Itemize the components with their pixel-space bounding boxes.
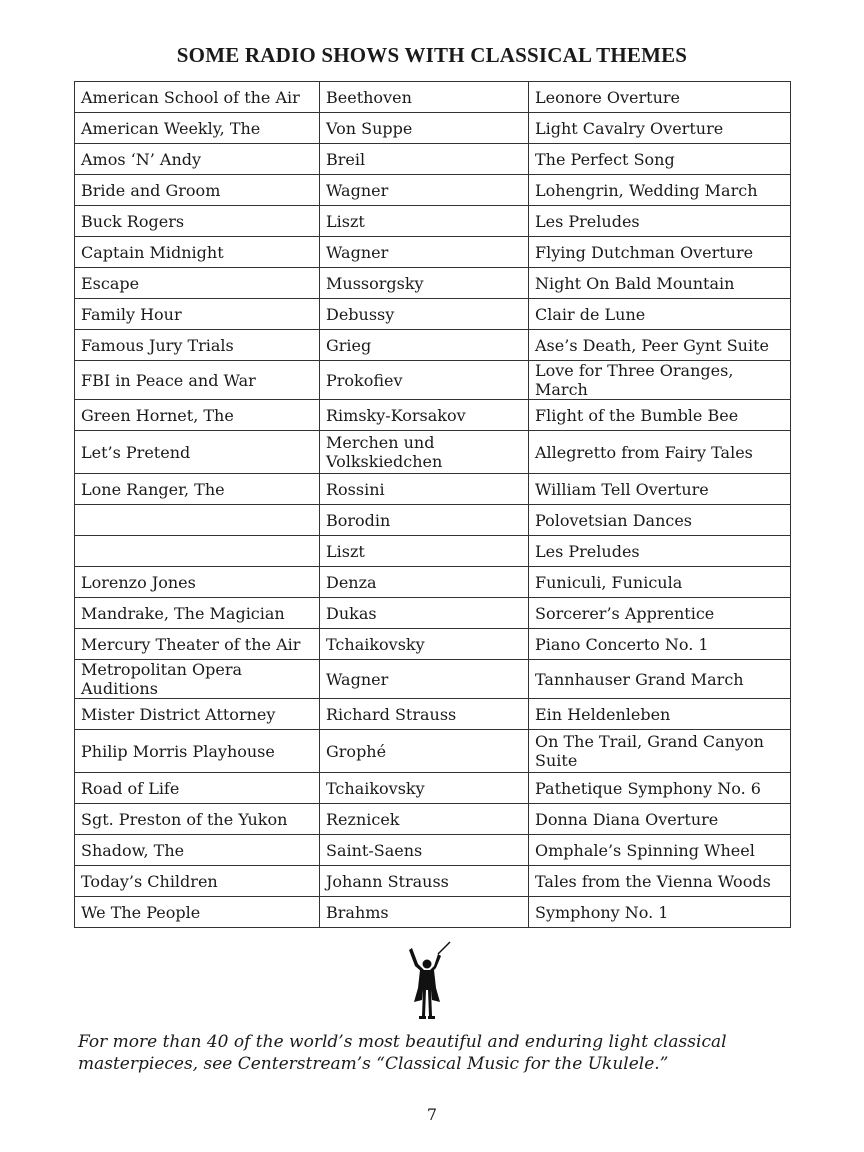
show-cell: Amos ‘N’ Andy	[75, 144, 320, 175]
theme-cell: The Perfect Song	[529, 144, 791, 175]
table-row	[75, 536, 791, 567]
theme-cell: Lohengrin, Wedding March	[529, 175, 791, 206]
theme-cell: Omphale’s Spinning Wheel	[529, 835, 791, 866]
show-cell: FBI in Peace and War	[75, 361, 320, 400]
table-row	[75, 835, 791, 866]
composer-cell: Johann Strauss	[320, 866, 529, 897]
table-row	[75, 629, 791, 660]
theme-cell: Funiculi, Funicula	[529, 567, 791, 598]
theme-cell: Sorcerer’s Apprentice	[529, 598, 791, 629]
theme-cell: Flight of the Bumble Bee	[529, 400, 791, 431]
show-cell: American Weekly, The	[75, 113, 320, 144]
show-cell: Buck Rogers	[75, 206, 320, 237]
show-cell: Philip Morris Playhouse	[75, 730, 320, 773]
theme-cell: Tales from the Vienna Woods	[529, 866, 791, 897]
theme-cell: Love for Three Oranges, March	[529, 361, 791, 400]
theme-cell: Night On Bald Mountain	[529, 268, 791, 299]
composer-cell: Dukas	[320, 598, 529, 629]
composer-cell: Merchen und Volkskiedchen	[320, 431, 529, 474]
show-cell	[75, 536, 320, 567]
composer-cell: Liszt	[320, 206, 529, 237]
composer-cell: Borodin	[320, 505, 529, 536]
composer-cell: Reznicek	[320, 804, 529, 835]
composer-cell: Tchaikovsky	[320, 773, 529, 804]
table-row	[75, 175, 791, 206]
table-row	[75, 598, 791, 629]
show-cell: Today’s Children	[75, 866, 320, 897]
table-row	[75, 82, 791, 113]
table-row	[75, 431, 791, 474]
theme-cell: Tannhauser Grand March	[529, 660, 791, 699]
composer-cell: Mussorgsky	[320, 268, 529, 299]
theme-cell: Pathetique Symphony No. 6	[529, 773, 791, 804]
table-row	[75, 505, 791, 536]
table-row	[75, 237, 791, 268]
show-cell: Sgt. Preston of the Yukon	[75, 804, 320, 835]
show-cell: Family Hour	[75, 299, 320, 330]
table-row	[75, 268, 791, 299]
table-row	[75, 144, 791, 175]
composer-cell: Richard Strauss	[320, 699, 529, 730]
show-cell: Green Hornet, The	[75, 400, 320, 431]
table-row	[75, 330, 791, 361]
show-cell: Captain Midnight	[75, 237, 320, 268]
table-row	[75, 400, 791, 431]
show-cell: Lone Ranger, The	[75, 474, 320, 505]
theme-cell: On The Trail, Grand Canyon Suite	[529, 730, 791, 773]
show-cell: Road of Life	[75, 773, 320, 804]
theme-cell: Les Preludes	[529, 536, 791, 567]
composer-cell: Liszt	[320, 536, 529, 567]
theme-cell: Piano Concerto No. 1	[529, 629, 791, 660]
composer-cell: Wagner	[320, 237, 529, 268]
composer-cell: Brahms	[320, 897, 529, 928]
composer-cell: Breil	[320, 144, 529, 175]
show-cell: Metropolitan Opera Auditions	[75, 660, 320, 699]
show-cell: Mercury Theater of the Air	[75, 629, 320, 660]
composer-cell: Rossini	[320, 474, 529, 505]
composer-cell: Wagner	[320, 660, 529, 699]
table-row	[75, 299, 791, 330]
theme-cell: Polovetsian Dances	[529, 505, 791, 536]
table-row	[75, 897, 791, 928]
theme-cell: Light Cavalry Overture	[529, 113, 791, 144]
table-row	[75, 567, 791, 598]
theme-cell: Flying Dutchman Overture	[529, 237, 791, 268]
show-cell: Let’s Pretend	[75, 431, 320, 474]
composer-cell: Grophé	[320, 730, 529, 773]
table-row	[75, 474, 791, 505]
show-cell: We The People	[75, 897, 320, 928]
composer-cell: Prokofiev	[320, 361, 529, 400]
theme-cell: Ein Heldenleben	[529, 699, 791, 730]
show-cell: Mister District Attorney	[75, 699, 320, 730]
table-row	[75, 730, 791, 773]
table-row	[75, 206, 791, 237]
table-row	[75, 804, 791, 835]
composer-cell: Rimsky-Korsakov	[320, 400, 529, 431]
show-cell: American School of the Air	[75, 82, 320, 113]
composer-cell: Von Suppe	[320, 113, 529, 144]
show-cell: Lorenzo Jones	[75, 567, 320, 598]
theme-cell: Symphony No. 1	[529, 897, 791, 928]
composer-cell: Debussy	[320, 299, 529, 330]
show-cell: Mandrake, The Magician	[75, 598, 320, 629]
table-row	[75, 660, 791, 699]
show-cell: Escape	[75, 268, 320, 299]
show-cell: Bride and Groom	[75, 175, 320, 206]
table-row	[75, 113, 791, 144]
composer-cell: Denza	[320, 567, 529, 598]
theme-cell: Ase’s Death, Peer Gynt Suite	[529, 330, 791, 361]
page-title: SOME RADIO SHOWS WITH CLASSICAL THEMES	[176, 43, 688, 67]
composer-cell: Tchaikovsky	[320, 629, 529, 660]
composer-cell: Beethoven	[320, 82, 529, 113]
table-row	[75, 361, 791, 400]
table-row	[75, 699, 791, 730]
theme-cell: William Tell Overture	[529, 474, 791, 505]
conductor-silhouette-icon	[398, 940, 462, 1022]
table-row	[75, 773, 791, 804]
show-cell: Shadow, The	[75, 835, 320, 866]
table-row	[75, 866, 791, 897]
footnote: For more than 40 of the world’s most beautiful and enduring light classical masterpieces, see Centerstream’s “Classical Music for the Ukulele.”	[78, 1032, 727, 1074]
theme-cell: Leonore Overture	[529, 82, 791, 113]
theme-cell: Clair de Lune	[529, 299, 791, 330]
composer-cell: Saint-Saens	[320, 835, 529, 866]
show-cell: Famous Jury Trials	[75, 330, 320, 361]
show-cell	[75, 505, 320, 536]
composer-cell: Wagner	[320, 175, 529, 206]
page-number: 7	[426, 1105, 438, 1124]
theme-cell: Les Preludes	[529, 206, 791, 237]
radio-shows-table	[74, 81, 791, 928]
theme-cell: Donna Diana Overture	[529, 804, 791, 835]
theme-cell: Allegretto from Fairy Tales	[529, 431, 791, 474]
composer-cell: Grieg	[320, 330, 529, 361]
